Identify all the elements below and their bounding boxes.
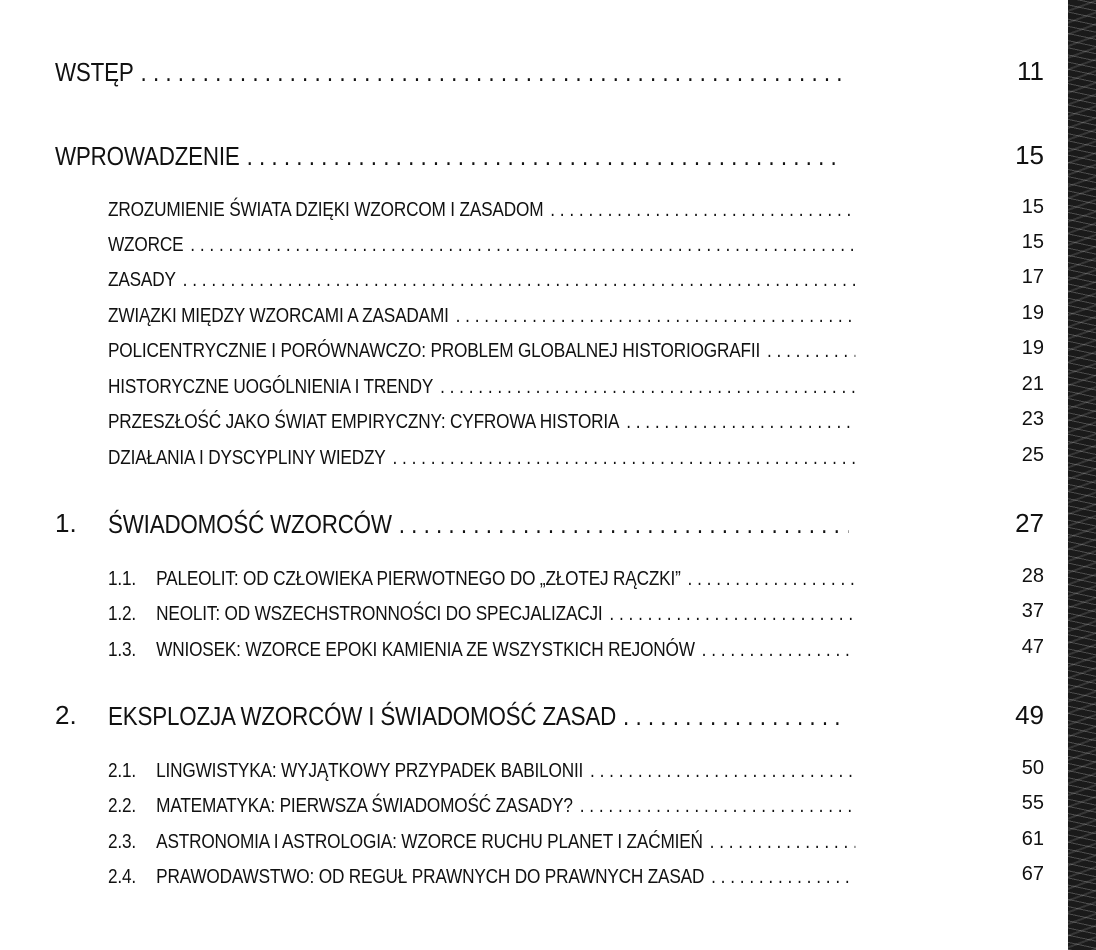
toc-subentry[interactable]: [108, 337, 861, 363]
toc-subentry[interactable]: [108, 302, 861, 328]
chapter-number: 2.: [55, 700, 77, 730]
toc-chapter-label: EKSPLOZJA WZORCÓW I ŚWIADOMOŚĆ ZASAD: [108, 701, 617, 731]
section-number: 2.3.: [108, 831, 137, 853]
toc-entry-label: WSTĘP: [55, 57, 134, 87]
toc-subentry[interactable]: [108, 444, 861, 470]
toc-section-label: [108, 603, 603, 626]
dot-leader: [141, 57, 842, 88]
toc-section[interactable]: [108, 757, 861, 783]
toc-entry-label: WPROWADZENIE: [55, 141, 240, 171]
section-title: WNIOSEK: WZORCE EPOKI KAMIENIA ZE WSZYSTKICH REJONÓW: [156, 639, 695, 661]
dot-leader: [247, 141, 841, 172]
toc-subentry[interactable]: [108, 196, 861, 222]
dot-leader: [590, 760, 855, 783]
section-title: ASTRONOMIA I ASTROLOGIA: WZORCE RUCHU PLANET I ZAĆMIEŃ: [156, 831, 703, 853]
dot-leader: [623, 701, 848, 732]
toc-subentry-page: 15: [1021, 196, 1044, 218]
toc-chapter-page: 27: [1015, 508, 1044, 538]
toc-subentry[interactable]: [108, 408, 861, 434]
toc-subentry-page: 19: [1021, 302, 1044, 324]
dot-leader: [626, 411, 855, 434]
toc-subentry-label: POLICENTRYCZNIE I PORÓWNAWCZO: PROBLEM GLOBALNEJ HISTORIOGRAFII: [108, 340, 761, 362]
dot-leader: [392, 447, 855, 470]
dot-leader: [580, 795, 856, 818]
toc-subentry-label: HISTORYCZNE UOGÓLNIENIA I TRENDY: [108, 376, 434, 398]
dot-leader: [710, 831, 856, 854]
toc-subentry-label: DZIAŁANIA I DYSCYPLINY WIEDZY: [108, 447, 386, 469]
toc-section-page: 47: [1021, 636, 1044, 658]
section-title: PRAWODAWSTWO: OD REGUŁ PRAWNYCH DO PRAWNYCH ZASAD: [156, 866, 705, 888]
toc-entry-wprowadzenie[interactable]: [55, 140, 846, 172]
toc-section-label: [108, 831, 703, 854]
dot-leader: [550, 199, 855, 222]
dot-leader: [190, 234, 855, 257]
toc-subentry-page: 23: [1021, 408, 1044, 430]
dot-leader: [183, 269, 856, 292]
toc-section-page: 28: [1021, 565, 1044, 587]
scan-edge-strip: [1068, 0, 1096, 950]
section-number: 2.1.: [108, 760, 137, 782]
toc-entry-wstep[interactable]: [55, 56, 846, 88]
section-number: 1.2.: [108, 603, 137, 625]
toc-subentry-label: ZWIĄZKI MIĘDZY WZORCAMI A ZASADAMI: [108, 305, 449, 327]
dot-leader: [688, 568, 856, 591]
toc-section[interactable]: [108, 636, 861, 662]
toc-section[interactable]: [108, 600, 861, 626]
dot-leader: [711, 866, 855, 889]
toc-section-page: 50: [1021, 757, 1044, 779]
toc-entry-page: 11: [1017, 56, 1044, 86]
toc-chapter-page: 49: [1015, 700, 1044, 730]
toc-subentry-label: PRZESZŁOŚĆ JAKO ŚWIAT EMPIRYCZNY: CYFROWA HISTORIA: [108, 411, 620, 433]
toc-subentry-page: 25: [1021, 444, 1044, 466]
dot-leader: [767, 340, 855, 363]
section-title: MATEMATYKA: PIERWSZA ŚWIADOMOŚĆ ZASADY?: [156, 795, 573, 817]
section-title: NEOLIT: OD WSZECHSTRONNOŚCI DO SPECJALIZACJI: [156, 603, 603, 625]
toc-section-page: 37: [1021, 600, 1044, 622]
toc-subentry-label: WZORCE: [108, 234, 184, 256]
toc-section-label: [108, 795, 573, 818]
toc-section-label: [108, 760, 583, 783]
toc-subentry-label: ZROZUMIENIE ŚWIATA DZIĘKI WZORCOM I ZASADOM: [108, 199, 544, 221]
toc-subentry-label: ZASADY: [108, 269, 176, 291]
toc-subentry[interactable]: [108, 373, 861, 399]
dot-leader: [399, 509, 849, 540]
section-number: 1.3.: [108, 639, 137, 661]
toc-subentry-page: 21: [1021, 373, 1044, 395]
toc-section-page: 67: [1021, 863, 1044, 885]
toc-entry-page: 15: [1015, 140, 1044, 170]
dot-leader: [440, 376, 855, 399]
section-number: 1.1.: [108, 568, 137, 590]
toc-chapter-2[interactable]: [108, 700, 854, 732]
toc-subentry[interactable]: [108, 231, 861, 257]
dot-leader: [456, 305, 856, 328]
section-number: 2.2.: [108, 795, 137, 817]
toc-chapter-1[interactable]: [108, 508, 854, 540]
toc-section-label: [108, 639, 695, 662]
dot-leader: [702, 639, 856, 662]
toc-section[interactable]: [108, 863, 861, 889]
toc-section-page: 61: [1021, 828, 1044, 850]
section-number: 2.4.: [108, 866, 137, 888]
toc-subentry-page: 17: [1021, 266, 1044, 288]
toc-section-label: [108, 866, 704, 889]
toc-section[interactable]: [108, 828, 861, 854]
toc-section[interactable]: [108, 792, 861, 818]
toc-chapter-label: ŚWIADOMOŚĆ WZORCÓW: [108, 509, 392, 539]
toc-section-label: [108, 568, 681, 591]
section-title: LINGWISTYKA: WYJĄTKOWY PRZYPADEK BABILONII: [156, 760, 584, 782]
section-title: PALEOLIT: OD CZŁOWIEKA PIERWOTNEGO DO „ZŁOTEJ RĄCZKI”: [156, 568, 681, 590]
chapter-number: 1.: [55, 508, 77, 538]
toc-subentry-page: 15: [1021, 231, 1044, 253]
toc-section[interactable]: [108, 565, 861, 591]
toc-subentry-page: 19: [1021, 337, 1044, 359]
dot-leader: [609, 603, 855, 626]
toc-section-page: 55: [1021, 792, 1044, 814]
toc-subentry[interactable]: [108, 266, 861, 292]
